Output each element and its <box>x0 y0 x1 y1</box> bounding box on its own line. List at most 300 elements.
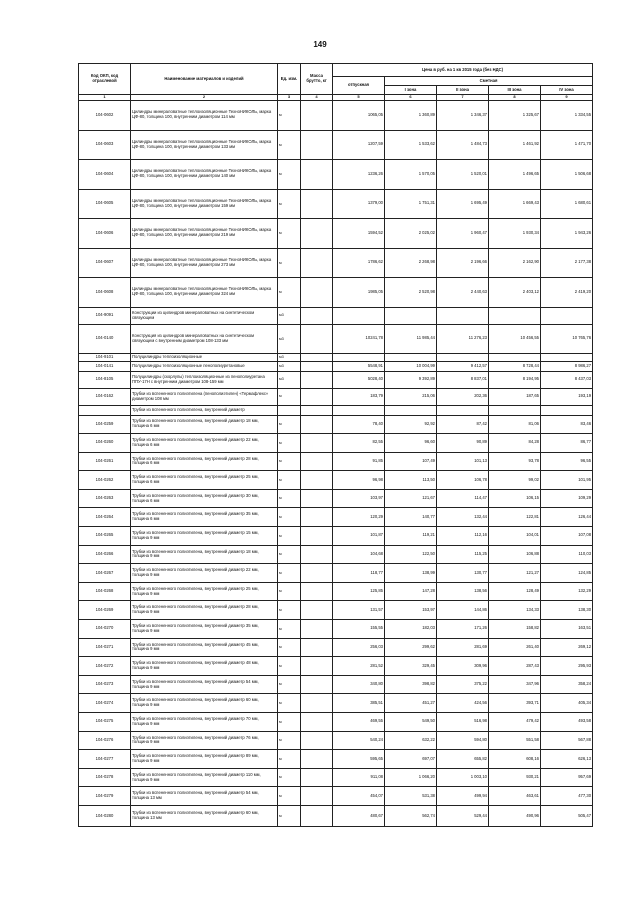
row-unit: м <box>278 489 301 508</box>
row-unit: м <box>278 638 301 657</box>
row-unit: м <box>278 101 301 131</box>
row-mass <box>301 415 333 434</box>
row-price-zone-2: 281,69 <box>437 638 489 657</box>
row-price-zone-3: 106,88 <box>489 545 541 564</box>
row-mass <box>301 278 333 308</box>
header-zone-1: I зона <box>385 86 437 95</box>
header-zone-2: II зона <box>437 86 489 95</box>
row-price-zone-2: 106,78 <box>437 471 489 490</box>
row-price-zone-4: 107,08 <box>541 527 593 546</box>
row-price-otpusknaya: 10241,78 <box>333 324 385 354</box>
table-row <box>79 405 593 415</box>
colnum-5: 5 <box>333 95 385 101</box>
row-price-zone-2: 1 346,37 <box>437 101 489 131</box>
row-name: Трубки из вспененного полиэтилена, внутренний диаметр 25 мм, толщина 6 мм <box>131 471 278 490</box>
row-price-zone-2: 1 960,47 <box>437 219 489 249</box>
row-code: 104-8105 <box>79 371 131 388</box>
row-price-zone-3: 128,49 <box>489 582 541 601</box>
row-name: Цилиндры минераловатные теплоизоляционные ТехноНИКОЛЬ, марка ЦФ-80, толщина 100, внутренним диаметром 324 мм <box>131 278 278 308</box>
row-mass <box>301 768 333 787</box>
row-price-zone-1: 329,45 <box>385 657 437 676</box>
row-unit: м <box>278 527 301 546</box>
table-row <box>79 452 593 471</box>
row-price-zone-2: 202,36 <box>437 388 489 405</box>
row-price-otpusknaya <box>333 354 385 362</box>
row-unit: м <box>278 130 301 160</box>
row-price-otpusknaya: 118,77 <box>333 564 385 583</box>
row-price-otpusknaya: 5548,91 <box>333 361 385 371</box>
row-price-zone-4: 567,88 <box>541 731 593 750</box>
row-price-zone-4: 193,19 <box>541 388 593 405</box>
row-price-zone-1: 632,22 <box>385 731 437 750</box>
row-price-otpusknaya: 469,55 <box>333 713 385 732</box>
row-price-otpusknaya <box>333 307 385 324</box>
row-price-zone-1: 153,97 <box>385 601 437 620</box>
row-price-zone-1: 2 025,02 <box>385 219 437 249</box>
row-price-otpusknaya: 385,51 <box>333 694 385 713</box>
row-price-zone-3: 134,33 <box>489 601 541 620</box>
row-price-zone-4: 505,47 <box>541 805 593 826</box>
row-unit: м <box>278 434 301 453</box>
row-price-zone-4: 1 506,68 <box>541 160 593 190</box>
row-price-zone-2: 132,44 <box>437 508 489 527</box>
row-price-zone-1 <box>385 405 437 415</box>
row-price-zone-2 <box>437 405 489 415</box>
row-price-zone-1: 10 004,99 <box>385 361 437 371</box>
row-mass <box>301 657 333 676</box>
row-name: Трубки из вспененного полиэтилена, внутренний диаметр 60 мм, толщина 13 мм <box>131 805 278 826</box>
colnum-7: 7 <box>437 95 489 101</box>
row-price-zone-3 <box>489 307 541 324</box>
row-name: Трубки из вспененного полиэтилена, внутренний диаметр 54 мм, толщина 13 мм <box>131 787 278 806</box>
header-zone-4: IV зона <box>541 86 593 95</box>
table-row <box>79 564 593 583</box>
row-price-zone-3: 347,96 <box>489 675 541 694</box>
table-row <box>79 768 593 787</box>
row-price-zone-3: 122,81 <box>489 508 541 527</box>
row-price-zone-2: 171,26 <box>437 620 489 639</box>
row-name: Трубки из вспененного полиэтилена, внутренний диаметр 48 мм, толщина 9 мм <box>131 657 278 676</box>
row-price-zone-1: 9 392,89 <box>385 371 437 388</box>
row-price-zone-2: 115,25 <box>437 545 489 564</box>
row-price-zone-3: 2 403,12 <box>489 278 541 308</box>
row-name: Цилиндры минераловатные теплоизоляционные ТехноНИКОЛЬ, марка ЦФ-80, толщина 100, внутренним диаметром 159 мм <box>131 189 278 219</box>
row-price-zone-1: 182,03 <box>385 620 437 639</box>
row-price-otpusknaya: 155,55 <box>333 620 385 639</box>
row-code: 104-0272 <box>79 657 131 676</box>
table-row <box>79 638 593 657</box>
row-mass <box>301 564 333 583</box>
row-price-zone-3: 463,61 <box>489 787 541 806</box>
row-mass <box>301 675 333 694</box>
row-price-zone-1: 451,27 <box>385 694 437 713</box>
row-price-zone-2: 90,89 <box>437 434 489 453</box>
row-code: 104-0276 <box>79 731 131 750</box>
row-price-zone-2: 499,94 <box>437 787 489 806</box>
row-price-zone-1 <box>385 307 437 324</box>
row-mass <box>301 620 333 639</box>
table-row <box>79 371 593 388</box>
row-price-zone-3: 2 162,90 <box>489 248 541 278</box>
row-unit: м <box>278 452 301 471</box>
row-price-zone-4: 295,93 <box>541 657 593 676</box>
row-price-zone-1: 2 268,98 <box>385 248 437 278</box>
row-code: 104-0261 <box>79 452 131 471</box>
row-unit: м <box>278 415 301 434</box>
row-name: Цилиндры минераловатные теплоизоляционные ТехноНИКОЛЬ, марка ЦФ-80, толщина 100, внутренним диаметром 219 мм <box>131 219 278 249</box>
row-price-otpusknaya: 101,87 <box>333 527 385 546</box>
colnum-6: 6 <box>385 95 437 101</box>
row-price-zone-1: 299,62 <box>385 638 437 657</box>
row-code: 104-0279 <box>79 787 131 806</box>
row-mass <box>301 787 333 806</box>
row-price-zone-4: 1 471,70 <box>541 130 593 160</box>
row-price-otpusknaya: 1065,05 <box>333 101 385 131</box>
row-code: 104-0162 <box>79 388 131 405</box>
table-row <box>79 489 593 508</box>
row-code: 104-0275 <box>79 713 131 732</box>
row-mass <box>301 582 333 601</box>
row-price-zone-2: 2 440,63 <box>437 278 489 308</box>
table-row <box>79 601 593 620</box>
row-name: Полуцилиндры (скорлупы) теплоизоляционные из пенополиуретана ППУ-17Н с внутренним диаметром 108-159 мм <box>131 371 278 388</box>
row-price-zone-3 <box>489 405 541 415</box>
row-unit: м3 <box>278 371 301 388</box>
page-number: 149 <box>313 40 327 49</box>
row-price-zone-1: 1 533,62 <box>385 130 437 160</box>
row-code: 104-0269 <box>79 601 131 620</box>
row-code: 104-0264 <box>79 508 131 527</box>
row-price-zone-2: 1 003,10 <box>437 768 489 787</box>
row-name: Полуцилиндры теплоизоляционные пенополиуретановые <box>131 361 278 371</box>
row-code: 104-0602 <box>79 101 131 131</box>
row-price-otpusknaya: 78,40 <box>333 415 385 434</box>
row-price-zone-3: 551,58 <box>489 731 541 750</box>
row-name: Трубки из вспененного полиэтилена, внутренний диаметр 28 мм, толщина 6 мм <box>131 452 278 471</box>
row-code: 104-0277 <box>79 750 131 769</box>
row-code: 104-0140 <box>79 324 131 354</box>
row-name: Трубки из вспененного полиэтилена, внутренний диаметр 54 мм, толщина 9 мм <box>131 675 278 694</box>
row-unit: м <box>278 601 301 620</box>
row-price-zone-4: 8 437,03 <box>541 371 593 388</box>
row-price-otpusknaya: 540,24 <box>333 731 385 750</box>
row-mass <box>301 601 333 620</box>
row-price-zone-2: 144,86 <box>437 601 489 620</box>
row-mass <box>301 713 333 732</box>
row-price-zone-2: 1 520,01 <box>437 160 489 190</box>
row-name: Трубки из вспененного полиэтилена (пенополиэтилен) «Термафлекс» диаметром 108 мм <box>131 388 278 405</box>
row-price-otpusknaya: 595,65 <box>333 750 385 769</box>
row-price-otpusknaya: 82,55 <box>333 434 385 453</box>
row-mass <box>301 219 333 249</box>
row-name: Конструкция из цилиндров минераловатных на синтетическом связующем с внутренним диаметром 108-133 мм <box>131 324 278 354</box>
row-price-zone-1: 697,07 <box>385 750 437 769</box>
row-price-otpusknaya: 91,85 <box>333 452 385 471</box>
row-price-zone-4 <box>541 405 593 415</box>
row-mass <box>301 694 333 713</box>
row-mass <box>301 405 333 415</box>
row-code: 104-0266 <box>79 545 131 564</box>
row-unit: м <box>278 471 301 490</box>
row-price-zone-3: 8 728,44 <box>489 361 541 371</box>
row-price-zone-4: 124,85 <box>541 564 593 583</box>
row-price-zone-4: 132,29 <box>541 582 593 601</box>
row-price-zone-2: 2 196,66 <box>437 248 489 278</box>
row-price-zone-4 <box>541 307 593 324</box>
row-price-zone-1: 1 360,89 <box>385 101 437 131</box>
row-name: Трубки из вспененного полиэтилена, внутренний диаметр 22 мм, толщина 6 мм <box>131 434 278 453</box>
row-price-zone-4: 493,58 <box>541 713 593 732</box>
row-price-otpusknaya: 104,68 <box>333 545 385 564</box>
row-unit: м <box>278 713 301 732</box>
row-unit <box>278 405 301 415</box>
row-code: 104-0280 <box>79 805 131 826</box>
row-price-zone-1: 398,82 <box>385 675 437 694</box>
row-name: Трубки из вспененного полиэтилена, внутренний диаметр 35 мм, толщина 6 мм <box>131 508 278 527</box>
table-row <box>79 508 593 527</box>
row-price-zone-3: 8 194,95 <box>489 371 541 388</box>
row-price-zone-1: 122,50 <box>385 545 437 564</box>
row-code <box>79 405 131 415</box>
row-price-zone-2: 8 837,01 <box>437 371 489 388</box>
colnum-9: 9 <box>541 95 593 101</box>
table-row <box>79 160 593 190</box>
table-row <box>79 101 593 131</box>
row-price-zone-4: 269,12 <box>541 638 593 657</box>
row-mass <box>301 434 333 453</box>
row-name: Трубки из вспененного полиэтилена, внутренний диаметр 110 мм, толщина 9 мм <box>131 768 278 787</box>
row-price-otpusknaya: 1985,05 <box>333 278 385 308</box>
row-code: 104-0265 <box>79 527 131 546</box>
row-code: 104-0263 <box>79 489 131 508</box>
row-price-zone-1: 549,50 <box>385 713 437 732</box>
header-mass: Масса брутто, кг <box>301 64 333 95</box>
table-row <box>79 787 593 806</box>
row-code: 104-0608 <box>79 278 131 308</box>
row-unit: м <box>278 248 301 278</box>
row-price-zone-2: 1 484,73 <box>437 130 489 160</box>
row-code: 104-0273 <box>79 675 131 694</box>
row-price-zone-4: 110,03 <box>541 545 593 564</box>
row-name: Трубки из вспененного полиэтилена, внутренний диаметр 18 мм, толщина 6 мм <box>131 415 278 434</box>
table-row <box>79 324 593 354</box>
row-code: 104-0604 <box>79 160 131 190</box>
row-code: 104-0278 <box>79 768 131 787</box>
row-price-zone-3: 393,71 <box>489 694 541 713</box>
row-unit: м <box>278 508 301 527</box>
table-row <box>79 278 593 308</box>
table-row <box>79 545 593 564</box>
row-price-zone-2: 594,80 <box>437 731 489 750</box>
row-unit: м <box>278 582 301 601</box>
row-mass <box>301 101 333 131</box>
header-zone-3: III зона <box>489 86 541 95</box>
table-row <box>79 434 593 453</box>
table-row <box>79 713 593 732</box>
row-name: Трубки из вспененного полиэтилена, внутренний диаметр 22 мм, толщина 9 мм <box>131 564 278 583</box>
row-price-zone-2: 375,22 <box>437 675 489 694</box>
price-table <box>78 63 593 827</box>
row-price-zone-3: 187,65 <box>489 388 541 405</box>
row-price-zone-2: 655,82 <box>437 750 489 769</box>
row-mass <box>301 638 333 657</box>
row-price-zone-4: 10 765,76 <box>541 324 593 354</box>
colnum-1: 1 <box>79 95 131 101</box>
table-row <box>79 582 593 601</box>
table-row <box>79 219 593 249</box>
row-price-zone-3: 1 669,43 <box>489 189 541 219</box>
row-name: Трубки из вспененного полиэтилена, внутренний диаметр 70 мм, толщина 9 мм <box>131 713 278 732</box>
row-unit: м <box>278 805 301 826</box>
header-unit: Ед. изм. <box>278 64 301 95</box>
row-price-zone-3: 1 461,92 <box>489 130 541 160</box>
row-price-otpusknaya: 1786,62 <box>333 248 385 278</box>
row-price-zone-4: 101,95 <box>541 471 593 490</box>
row-mass <box>301 508 333 527</box>
row-code: 104-0262 <box>79 471 131 490</box>
table-row <box>79 361 593 371</box>
row-code: 104-9091 <box>79 307 131 324</box>
row-price-zone-1: 1 570,05 <box>385 160 437 190</box>
row-price-zone-3: 10 456,55 <box>489 324 541 354</box>
row-price-zone-1: 121,67 <box>385 489 437 508</box>
row-price-zone-1: 96,60 <box>385 434 437 453</box>
row-price-zone-4 <box>541 354 593 362</box>
row-price-zone-3: 1 325,67 <box>489 101 541 131</box>
row-price-zone-2: 112,16 <box>437 527 489 546</box>
row-code: 104-0274 <box>79 694 131 713</box>
row-unit: м <box>278 219 301 249</box>
row-unit: м <box>278 675 301 694</box>
row-name: Трубки из вспененного полиэтилена, внутренний диаметр 45 мм, толщина 9 мм <box>131 638 278 657</box>
row-price-zone-4: 163,51 <box>541 620 593 639</box>
table-row <box>79 354 593 362</box>
row-mass <box>301 489 333 508</box>
row-mass <box>301 750 333 769</box>
row-price-zone-1: 562,74 <box>385 805 437 826</box>
row-name: Трубки из вспененного полиэтилена, внутренний диаметр 30 мм, толщина 6 мм <box>131 489 278 508</box>
row-price-zone-4: 477,30 <box>541 787 593 806</box>
row-price-zone-2: 529,44 <box>437 805 489 826</box>
table-body <box>79 101 593 827</box>
row-price-zone-2: 11 276,23 <box>437 324 489 354</box>
row-price-zone-1: 147,28 <box>385 582 437 601</box>
row-code: 104-0270 <box>79 620 131 639</box>
table-row <box>79 731 593 750</box>
row-mass <box>301 452 333 471</box>
row-price-zone-4: 1 943,26 <box>541 219 593 249</box>
row-price-zone-4: 126,44 <box>541 508 593 527</box>
colnum-8: 8 <box>489 95 541 101</box>
row-price-zone-1: 11 985,44 <box>385 324 437 354</box>
row-name: Цилиндры минераловатные теплоизоляционные ТехноНИКОЛЬ, марка ЦФ-80, толщина 100, внутренним диаметром 133 мм <box>131 130 278 160</box>
row-price-zone-1: 215,06 <box>385 388 437 405</box>
row-price-zone-4: 138,30 <box>541 601 593 620</box>
row-price-zone-2: 1 695,49 <box>437 189 489 219</box>
table-header <box>79 64 593 101</box>
row-price-zone-3: 93,78 <box>489 452 541 471</box>
row-price-zone-1: 1 751,31 <box>385 189 437 219</box>
row-price-zone-3: 261,40 <box>489 638 541 657</box>
row-price-zone-2: 87,42 <box>437 415 489 434</box>
row-price-zone-3: 1 496,65 <box>489 160 541 190</box>
row-unit: м <box>278 388 301 405</box>
row-price-otpusknaya: 454,07 <box>333 787 385 806</box>
row-unit: м3 <box>278 354 301 362</box>
row-price-otpusknaya: 96,98 <box>333 471 385 490</box>
header-price-title: Цена в руб. на 1 кв 2015 года (без НДС) <box>333 64 593 77</box>
table-row <box>79 189 593 219</box>
row-price-zone-4: 957,69 <box>541 768 593 787</box>
row-unit: м <box>278 694 301 713</box>
row-price-zone-2: 130,77 <box>437 564 489 583</box>
row-name: Трубки из вспененного полиэтилена, внутренний диаметр 89 мм, толщина 9 мм <box>131 750 278 769</box>
row-price-zone-3: 930,21 <box>489 768 541 787</box>
row-price-zone-2: 101,13 <box>437 452 489 471</box>
table-row <box>79 307 593 324</box>
row-price-otpusknaya <box>333 405 385 415</box>
row-name: Трубки из вспененного полиэтилена, внутренний диаметр 18 мм, толщина 9 мм <box>131 545 278 564</box>
row-price-otpusknaya: 480,67 <box>333 805 385 826</box>
row-price-zone-1: 138,99 <box>385 564 437 583</box>
row-unit: м <box>278 160 301 190</box>
row-price-zone-2: 424,56 <box>437 694 489 713</box>
row-unit: м <box>278 545 301 564</box>
row-price-otpusknaya: 911,08 <box>333 768 385 787</box>
row-name: Трубки из вспененного полиэтилена, внутренний диаметр <box>131 405 278 415</box>
row-price-zone-2: 9 412,57 <box>437 361 489 371</box>
row-code: 104-0259 <box>79 415 131 434</box>
row-price-zone-3: 158,82 <box>489 620 541 639</box>
row-name: Трубки из вспененного полиэтилена, внутренний диаметр 60 мм, толщина 9 мм <box>131 694 278 713</box>
row-price-zone-1: 1 066,20 <box>385 768 437 787</box>
row-price-zone-4: 1 334,55 <box>541 101 593 131</box>
colnum-3: 3 <box>278 95 301 101</box>
row-name: Цилиндры минераловатные теплоизоляционные ТехноНИКОЛЬ, марка ЦФ-80, толщина 100, внутренним диаметром 114 мм <box>131 101 278 131</box>
row-code: 104-0607 <box>79 248 131 278</box>
row-price-zone-4: 8 986,27 <box>541 361 593 371</box>
header-smetnaya: Сметная <box>385 77 593 86</box>
row-unit: м <box>278 620 301 639</box>
row-code: 104-0260 <box>79 434 131 453</box>
table-row <box>79 657 593 676</box>
row-mass <box>301 354 333 362</box>
header-otpusknaya: отпускная <box>333 77 385 95</box>
table-row <box>79 130 593 160</box>
row-price-zone-3: 121,27 <box>489 564 541 583</box>
row-unit: м <box>278 768 301 787</box>
row-price-zone-1: 531,38 <box>385 787 437 806</box>
row-price-zone-2: 114,47 <box>437 489 489 508</box>
row-price-zone-3: 81,06 <box>489 415 541 434</box>
row-price-otpusknaya: 103,97 <box>333 489 385 508</box>
row-unit: м <box>278 657 301 676</box>
row-name: Цилиндры минераловатные теплоизоляционные ТехноНИКОЛЬ, марка ЦФ-80, толщина 100, внутренним диаметром 140 мм <box>131 160 278 190</box>
row-price-zone-1: 119,21 <box>385 527 437 546</box>
row-price-otpusknaya: 340,80 <box>333 675 385 694</box>
row-price-zone-1: 107,49 <box>385 452 437 471</box>
row-code: 104-0267 <box>79 564 131 583</box>
row-unit: м3 <box>278 361 301 371</box>
row-price-zone-1 <box>385 354 437 362</box>
row-mass <box>301 545 333 564</box>
row-code: 104-0271 <box>79 638 131 657</box>
row-price-zone-3: 104,01 <box>489 527 541 546</box>
row-unit: м <box>278 731 301 750</box>
row-name: Трубки из вспененного полиэтилена, внутренний диаметр 15 мм, толщина 9 мм <box>131 527 278 546</box>
table-row <box>79 388 593 405</box>
row-price-otpusknaya: 120,29 <box>333 508 385 527</box>
